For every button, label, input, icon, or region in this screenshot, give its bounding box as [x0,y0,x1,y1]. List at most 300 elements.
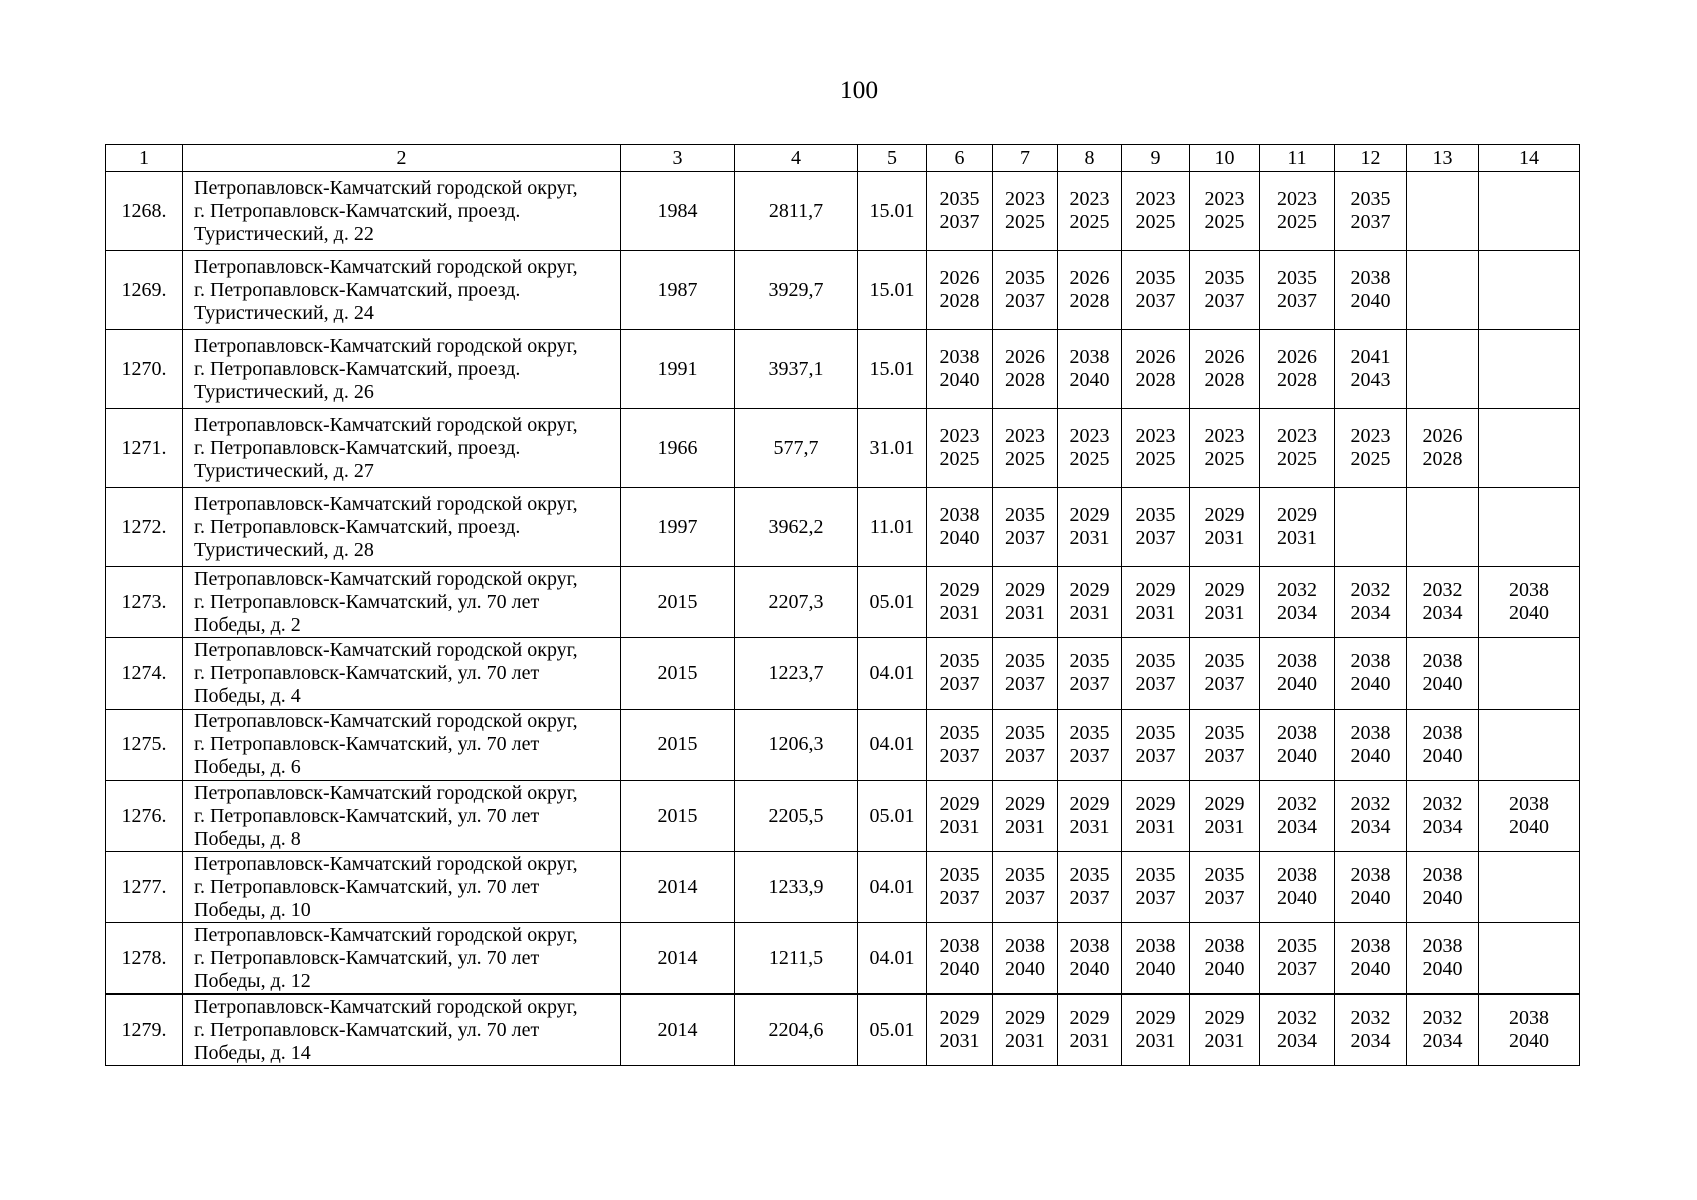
period-cell [1058,330,1122,409]
period-start: 2029 [1005,1007,1045,1030]
address-line: Туристический, д. 28 [194,538,374,561]
period-start: 2032 [1422,1007,1463,1030]
address-cell [183,994,621,1065]
period-cell [1479,780,1580,851]
period-cell [1407,172,1479,251]
period-start: 2029 [939,579,980,602]
period-end: 2031 [1135,816,1176,839]
period-end: 2037 [1135,527,1176,549]
period-end: 2040 [1005,958,1045,981]
period-cell [1190,994,1260,1065]
period-cell [927,780,993,851]
address-line: Победы, д. 4 [194,684,301,707]
address-line: Победы, д. 10 [194,898,311,921]
code-cell: 04.01 [858,709,927,780]
period-start: 2035 [1135,267,1176,289]
period-cell [1058,172,1122,251]
period-cell [1190,638,1260,709]
period-cell [1479,994,1580,1065]
period-cell [1407,488,1479,567]
period-end: 2025 [1204,448,1245,470]
table-row [106,923,1580,994]
address-line: Петропавловск-Камчатский городской округ, [194,781,578,804]
period-start: 2035 [1135,721,1176,744]
period-cell [1122,709,1190,780]
address-cell [183,709,621,780]
area-cell: 1233,9 [735,852,858,923]
period-end: 2040 [1277,744,1317,767]
period-end: 2034 [1422,602,1463,625]
period-start: 2038 [1204,935,1245,958]
period-start: 2038 [1277,721,1317,744]
row-number-cell: 1269. [106,251,183,330]
period-end: 2031 [939,602,980,625]
period-cell [993,780,1058,851]
period-cell [1260,330,1335,409]
address-line: г. Петропавловск-Камчатский, ул. 70 лет [194,804,540,827]
period-end: 2025 [1005,211,1045,233]
period-end: 2028 [1069,290,1110,312]
period-end: 2040 [1509,1030,1549,1053]
year-cell: 1966 [621,409,735,488]
period-cell [1335,172,1407,251]
period-start: 2023 [1204,425,1245,447]
period-start: 2038 [1069,346,1110,368]
year-cell: 1997 [621,488,735,567]
table-row [106,567,1580,638]
period-end: 2037 [1005,527,1045,549]
period-end: 2037 [939,887,980,910]
period-cell [1479,638,1580,709]
period-start: 2038 [1069,935,1110,958]
period-start: 2035 [1005,267,1045,289]
period-end: 2031 [1069,1030,1110,1053]
period-end: 2037 [1135,744,1176,767]
period-start: 2038 [939,504,980,526]
period-end: 2040 [1069,369,1110,391]
address-cell [183,488,621,567]
period-start: 2023 [1277,188,1317,210]
period-end: 2034 [1422,816,1463,839]
period-cell [1260,488,1335,567]
code-cell: 05.01 [858,567,927,638]
period-start: 2038 [1422,721,1463,744]
period-start: 2038 [1350,650,1391,673]
period-start: 2023 [1350,425,1391,447]
period-end: 2040 [1422,673,1463,696]
row-number-cell: 1272. [106,488,183,567]
period-end: 2040 [939,958,980,981]
period-end: 2025 [1069,448,1110,470]
period-end: 2028 [939,290,980,312]
period-cell [1260,638,1335,709]
address-line: Петропавловск-Камчатский городской округ, [194,255,578,278]
period-cell [1335,488,1407,567]
address-line: г. Петропавловск-Камчатский, проезд. [194,278,521,301]
period-end: 2028 [1204,369,1245,391]
period-end: 2028 [1005,369,1045,391]
address-cell [183,852,621,923]
period-start: 2032 [1350,793,1391,816]
address-cell [183,780,621,851]
period-end: 2037 [939,744,980,767]
period-end: 2040 [1350,744,1391,767]
period-cell [927,709,993,780]
period-start: 2038 [1135,935,1176,958]
address-line: Туристический, д. 27 [194,459,374,482]
period-cell [1479,709,1580,780]
period-start: 2023 [1277,425,1317,447]
row-number-cell: 1270. [106,330,183,409]
period-start: 2038 [1350,864,1391,887]
period-end: 2025 [1350,448,1391,470]
table-row [106,251,1580,330]
address-line: Туристический, д. 26 [194,380,374,403]
period-end: 2031 [1005,602,1045,625]
period-start: 2029 [1277,504,1317,526]
period-cell [1260,172,1335,251]
period-start: 2023 [1005,188,1045,210]
code-cell: 04.01 [858,638,927,709]
period-cell [1260,994,1335,1065]
period-end: 2040 [1350,887,1391,910]
period-start: 2032 [1422,793,1463,816]
period-start: 2035 [1005,864,1045,887]
period-end: 2040 [1509,602,1549,625]
period-start: 2032 [1277,1007,1317,1030]
period-start: 2038 [1350,935,1391,958]
period-end: 2040 [1277,887,1317,910]
period-cell [1407,330,1479,409]
table-row [106,780,1580,851]
period-end: 2031 [1005,1030,1045,1053]
code-cell: 05.01 [858,780,927,851]
period-cell [1479,567,1580,638]
period-start: 2035 [939,721,980,744]
address-line: Петропавловск-Камчатский городской округ, [194,334,578,357]
period-end: 2025 [1005,448,1045,470]
table-body [106,172,1580,1066]
period-cell [1407,780,1479,851]
row-number-cell: 1276. [106,780,183,851]
period-cell [1190,567,1260,638]
period-cell [1058,409,1122,488]
period-end: 2037 [1005,290,1045,312]
period-cell [1058,567,1122,638]
year-cell: 2015 [621,638,735,709]
period-cell [1122,409,1190,488]
period-end: 2034 [1350,816,1391,839]
period-cell [1479,923,1580,994]
period-end: 2031 [1204,527,1245,549]
address-line: Петропавловск-Камчатский городской округ, [194,923,578,946]
address-cell [183,172,621,251]
table-row [106,852,1580,923]
column-header-7: 7 [993,145,1058,172]
period-start: 2023 [1135,425,1176,447]
period-start: 2029 [1204,579,1245,602]
period-start: 2038 [1509,793,1549,816]
period-start: 2035 [1204,267,1245,289]
period-cell [1190,780,1260,851]
area-cell: 2811,7 [735,172,858,251]
period-end: 2040 [1350,673,1391,696]
period-cell [993,488,1058,567]
address-line: Петропавловск-Камчатский городской округ, [194,567,578,590]
area-cell: 577,7 [735,409,858,488]
period-end: 2037 [1204,673,1245,696]
period-cell [1122,567,1190,638]
code-cell: 31.01 [858,409,927,488]
period-start: 2032 [1277,579,1317,602]
period-end: 2040 [1069,958,1110,981]
year-cell: 2015 [621,567,735,638]
period-cell [1335,994,1407,1065]
period-cell [1407,852,1479,923]
period-end: 2037 [1005,887,1045,910]
table-row [106,638,1580,709]
address-line: г. Петропавловск-Камчатский, ул. 70 лет [194,733,540,756]
period-cell [993,638,1058,709]
period-start: 2026 [939,267,980,289]
address-line: Петропавловск-Камчатский городской округ, [194,492,578,515]
period-end: 2037 [1135,887,1176,910]
period-cell [993,567,1058,638]
address-line: г. Петропавловск-Камчатский, ул. 70 лет [194,875,540,898]
address-line: г. Петропавловск-Камчатский, проезд. [194,436,521,459]
area-cell: 1223,7 [735,638,858,709]
period-cell [1190,251,1260,330]
period-end: 2031 [1135,602,1176,625]
data-table [105,144,1580,1066]
period-end: 2037 [1135,290,1176,312]
period-start: 2023 [1069,425,1110,447]
header-row [106,145,1580,172]
period-end: 2025 [1135,448,1176,470]
column-header-4: 4 [735,145,858,172]
address-line: г. Петропавловск-Камчатский, проезд. [194,199,521,222]
code-cell: 15.01 [858,251,927,330]
period-end: 2037 [1277,290,1317,312]
period-end: 2040 [1350,958,1391,981]
area-cell: 2205,5 [735,780,858,851]
period-cell [1407,994,1479,1065]
period-end: 2040 [1135,958,1176,981]
period-end: 2028 [1277,369,1317,391]
period-start: 2038 [1277,650,1317,673]
period-start: 2038 [1422,650,1463,673]
period-cell [993,409,1058,488]
address-line: г. Петропавловск-Камчатский, проезд. [194,515,521,538]
year-cell: 1991 [621,330,735,409]
period-end: 2037 [1069,673,1110,696]
period-cell [927,923,993,994]
period-start: 2029 [939,793,980,816]
period-end: 2025 [939,448,980,470]
period-cell [1058,994,1122,1065]
row-number-cell: 1278. [106,923,183,994]
period-end: 2034 [1277,816,1317,839]
row-number-cell: 1279. [106,994,183,1065]
address-line: г. Петропавловск-Камчатский, ул. 70 лет [194,590,540,613]
column-header-13: 13 [1407,145,1479,172]
period-start: 2023 [1005,425,1045,447]
period-cell [993,330,1058,409]
period-start: 2035 [1204,864,1245,887]
period-start: 2038 [1277,864,1317,887]
address-line: Победы, д. 2 [194,613,301,636]
period-cell [1190,330,1260,409]
period-cell [1190,852,1260,923]
address-line: Победы, д. 8 [194,827,301,850]
period-start: 2029 [1135,793,1176,816]
address-line: Петропавловск-Камчатский городской округ, [194,852,578,875]
period-cell [1058,488,1122,567]
period-start: 2035 [1350,188,1391,210]
period-cell [1479,330,1580,409]
period-end: 2040 [1422,887,1463,910]
period-start: 2038 [1509,1007,1549,1030]
period-end: 2037 [1135,673,1176,696]
period-start: 2029 [1005,793,1045,816]
period-start: 2029 [1204,1007,1245,1030]
period-cell [1407,923,1479,994]
column-header-3: 3 [621,145,735,172]
period-end: 2025 [1277,211,1317,233]
address-line: Туристический, д. 22 [194,222,374,245]
period-start: 2035 [1135,504,1176,526]
period-start: 2026 [1204,346,1245,368]
period-cell [1335,709,1407,780]
address-line: Петропавловск-Камчатский городской округ, [194,995,578,1018]
address-cell [183,567,621,638]
period-start: 2038 [1422,864,1463,887]
address-line: Победы, д. 12 [194,969,311,992]
column-header-14: 14 [1479,145,1580,172]
code-cell: 04.01 [858,852,927,923]
period-cell [927,994,993,1065]
address-cell [183,923,621,994]
period-end: 2037 [1204,887,1245,910]
period-end: 2034 [1350,1030,1391,1053]
period-cell [1058,852,1122,923]
code-cell: 11.01 [858,488,927,567]
period-cell [1407,409,1479,488]
year-cell: 2014 [621,994,735,1065]
period-start: 2029 [1069,504,1110,526]
period-cell [1058,923,1122,994]
period-end: 2040 [1350,290,1391,312]
period-end: 2037 [1005,673,1045,696]
column-header-1: 1 [106,145,183,172]
address-line: Петропавловск-Камчатский городской округ, [194,413,578,436]
area-cell: 3962,2 [735,488,858,567]
period-cell [1260,709,1335,780]
period-end: 2031 [939,1030,980,1053]
period-start: 2035 [1005,650,1045,673]
period-cell [1190,172,1260,251]
period-end: 2034 [1422,1030,1463,1053]
year-cell: 2014 [621,852,735,923]
period-end: 2025 [1135,211,1176,233]
address-cell [183,409,621,488]
period-cell [1190,488,1260,567]
period-end: 2040 [1277,673,1317,696]
column-header-8: 8 [1058,145,1122,172]
period-cell [927,567,993,638]
period-start: 2038 [1350,267,1391,289]
period-cell [1058,780,1122,851]
column-header-11: 11 [1260,145,1335,172]
period-cell [1479,488,1580,567]
period-cell [1407,638,1479,709]
period-start: 2035 [1277,935,1317,958]
period-start: 2035 [1204,650,1245,673]
period-start: 2026 [1277,346,1317,368]
address-line: г. Петропавловск-Камчатский, ул. 70 лет [194,661,540,684]
period-cell [1122,638,1190,709]
period-cell [1479,852,1580,923]
period-start: 2035 [939,188,980,210]
period-end: 2037 [1277,958,1317,981]
column-header-2: 2 [183,145,621,172]
period-end: 2034 [1277,602,1317,625]
row-number-cell: 1273. [106,567,183,638]
period-cell [1122,994,1190,1065]
year-cell: 2015 [621,709,735,780]
period-start: 2038 [1350,721,1391,744]
period-cell [1122,251,1190,330]
address-cell [183,251,621,330]
period-end: 2031 [1204,816,1245,839]
period-start: 2041 [1350,346,1391,368]
period-start: 2023 [939,425,980,447]
period-end: 2031 [1069,816,1110,839]
period-cell [1335,923,1407,994]
period-cell [993,251,1058,330]
period-start: 2035 [1005,721,1045,744]
period-cell [1479,172,1580,251]
period-end: 2031 [939,816,980,839]
period-end: 2037 [1069,887,1110,910]
period-cell [1190,409,1260,488]
period-start: 2035 [1135,650,1176,673]
period-cell [927,172,993,251]
area-cell: 3929,7 [735,251,858,330]
row-number-cell: 1274. [106,638,183,709]
period-cell [1335,638,1407,709]
period-cell [993,852,1058,923]
period-end: 2037 [1350,211,1391,233]
period-start: 2029 [1005,579,1045,602]
table-header [106,145,1580,172]
period-cell [1122,172,1190,251]
period-start: 2035 [1135,864,1176,887]
period-end: 2031 [1069,602,1110,625]
period-end: 2031 [1069,527,1110,549]
period-start: 2026 [1069,267,1110,289]
period-end: 2034 [1277,1030,1317,1053]
period-end: 2028 [1135,369,1176,391]
address-cell [183,330,621,409]
table-row [106,709,1580,780]
year-cell: 1984 [621,172,735,251]
period-end: 2034 [1350,602,1391,625]
table-row [106,409,1580,488]
column-header-9: 9 [1122,145,1190,172]
period-end: 2037 [1204,744,1245,767]
period-end: 2040 [1204,958,1245,981]
